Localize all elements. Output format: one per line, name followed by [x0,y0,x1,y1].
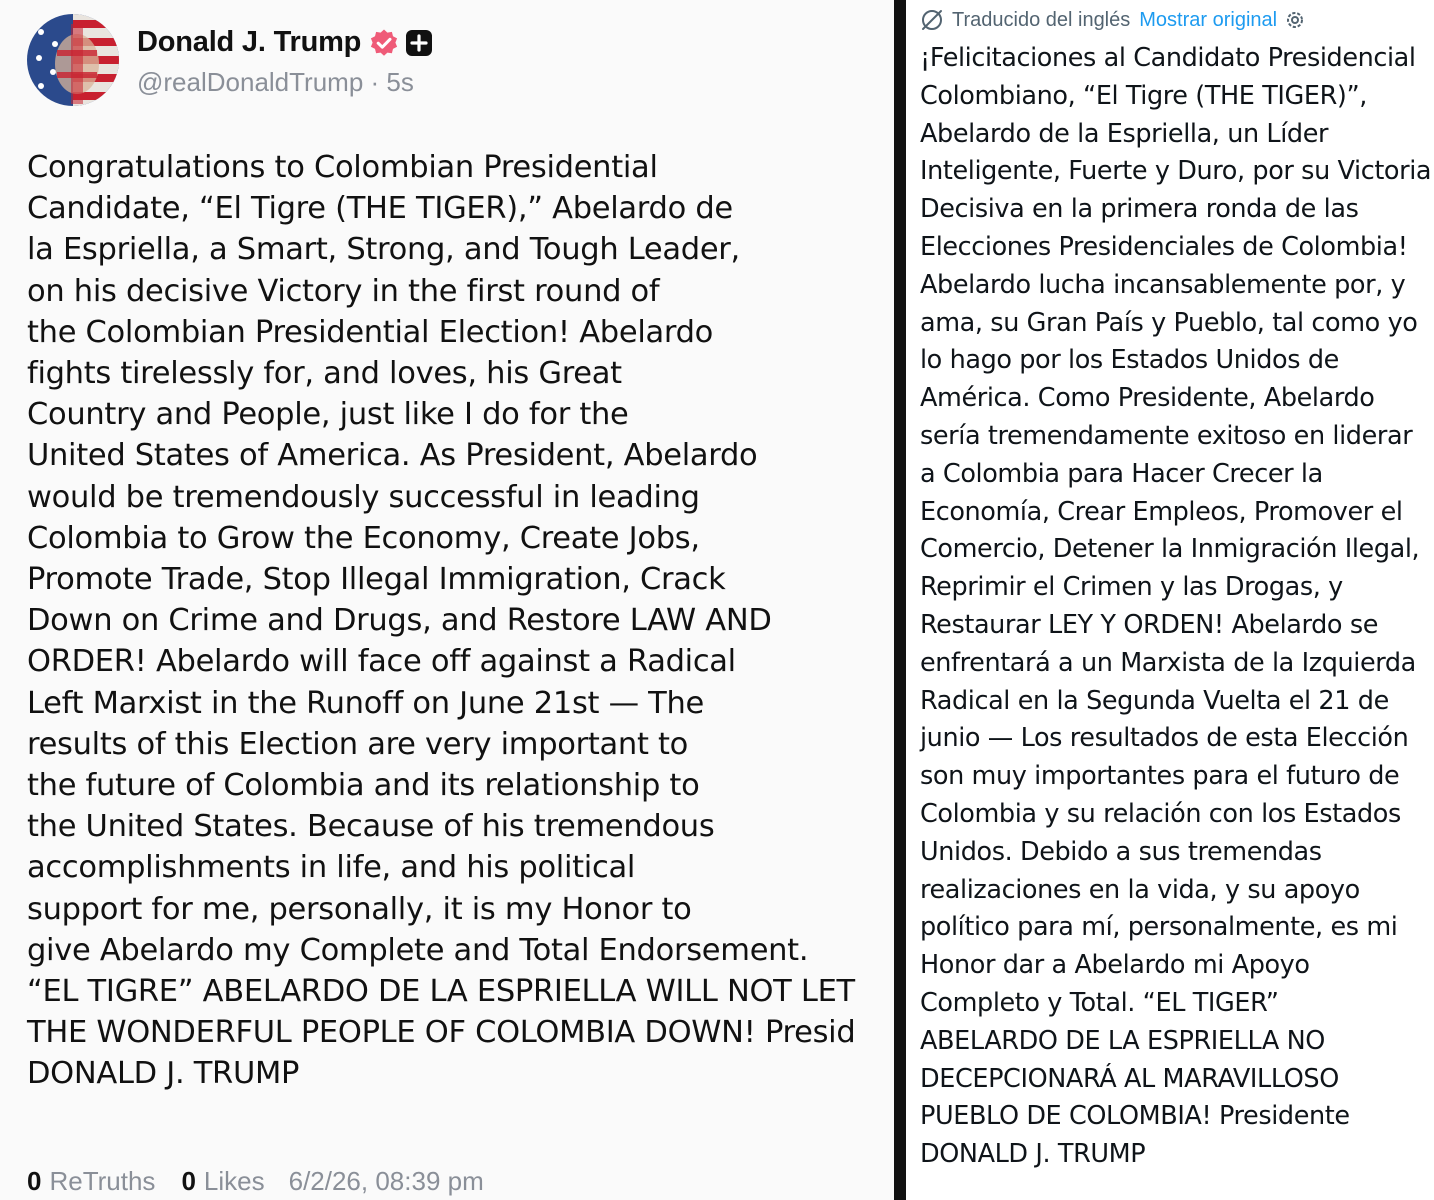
translated-body-line: DONALD J. TRUMP [920,1139,1146,1170]
translation-bar [920,6,1306,34]
translated-body-line: lo hago por los Estados Unidos de [920,345,1339,376]
translated-body-line: ABELARDO DE LA ESPRIELLA NO [920,1025,1325,1056]
post-body-line: “EL TIGRE” ABELARDO DE LA ESPRIELLA WILL NOT LET [27,974,855,1010]
translated-body-line: sería tremendamente exitoso en liderar [920,420,1413,451]
post-body-line: Candidate, “El Tigre (THE TIGER),” Abelardo de [27,191,733,227]
retruths-label: ReTruths [49,1166,156,1196]
post-body-line: Promote Trade, Stop Illegal Immigration, Crack [27,562,726,598]
likes-stat[interactable] [181,1166,264,1197]
avatar[interactable] [27,14,119,106]
post-body-line: Country and People, just like I do for the [27,397,629,433]
translated-body-line: enfrentará a un Marxista de la Izquierda [920,647,1416,678]
name-row [137,23,433,63]
translated-body-line: América. Como Presidente, Abelardo [920,383,1375,414]
post-body-line: Colombia to Grow the Economy, Create Jobs, [27,520,700,556]
translated-body-line: Colombiano, “El Tigre (THE TIGER)”, [920,80,1367,111]
panel-divider [894,0,906,1200]
translated-body-line: Abelardo de la Espriella, un Líder [920,118,1329,149]
post-body-line: the United States. Because of his tremendous [27,809,715,845]
post-body-line: results of this Election are very important to [27,726,689,762]
translated-body-line: Inteligente, Fuerte y Duro, por su Victoria [920,156,1432,187]
gear-icon[interactable] [1284,9,1306,31]
translated-body-line: Restaurar LEY Y ORDEN! Abelardo se [920,609,1378,640]
post-body-line: the future of Colombia and its relationship to [27,768,700,804]
post-body-line: support for me, personally, it is my Honor to [27,891,692,927]
author-block [137,23,433,98]
translated-body-line: ¡Felicitaciones al Candidato Presidencial [920,43,1416,73]
post-body-line: on his decisive Victory in the first round of [27,273,660,309]
translated-body-line: político para mí, personalmente, es mi [920,912,1398,943]
post-header [27,14,433,106]
post-body-line: would be tremendously successful in leading [27,479,700,515]
verified-badge-icon [369,28,399,58]
translate-icon [920,8,944,32]
translated-note: Traducido del inglés [952,8,1131,31]
translated-body-line: Unidos. Debido a sus tremendas [920,836,1322,867]
translated-body-line: realizaciones en la vida, y su apoyo [920,874,1360,905]
post-body-line: DONALD J. TRUMP [27,1056,300,1092]
translated-body-line: DECEPCIONARÁ AL MARAVILLOSO [920,1063,1339,1094]
translated-body-line: Colombia y su relación con los Estados [920,798,1401,829]
post-body-line: la Espriella, a Smart, Strong, and Tough Leader, [27,232,740,268]
post-body-line: the Colombian Presidential Election! Abelardo [27,314,714,350]
post-body-line: Down on Crime and Drugs, and Restore LAW AND [27,603,772,639]
plus-square-icon[interactable] [405,29,433,57]
translated-body-line: Decisiva en la primera ronda de las [920,194,1359,225]
post-body-line: Left Marxist in the Runoff on June 21st — The [27,685,705,721]
translated-body-line: junio — Los resultados de esta Elección [920,723,1409,754]
meta-separator: · [363,66,387,97]
post-time-ago[interactable]: 5s [386,66,414,97]
translated-body-text [920,40,1431,1174]
retruths-stat[interactable] [27,1166,155,1197]
post-body-line: United States of America. As President, Abelardo [27,438,758,474]
translated-body-line: son muy importantes para el futuro de [920,761,1400,792]
translated-body-line: Honor dar a Abelardo mi Apoyo [920,950,1310,981]
post-body-line: Congratulations to Colombian Presidential [27,150,658,185]
translated-body-line: Reprimir el Crimen y las Drogas, y [920,572,1343,603]
post-timestamp[interactable]: 6/2/26, 08:39 pm [288,1166,484,1196]
translated-body-line: Elecciones Presidenciales de Colombia! [920,231,1408,262]
post-body-line: ORDER! Abelardo will face off against a Radical [27,644,736,680]
translated-body-line: ama, su Gran País y Pueblo, tal como yo [920,307,1418,338]
post-stats [27,1166,484,1197]
post-body-text [27,147,894,1095]
show-original-link[interactable]: Mostrar original [1139,8,1278,31]
likes-count: 0 [181,1166,196,1196]
retruths-count: 0 [27,1166,42,1196]
translated-body-line: a Colombia para Hacer Crecer la [920,458,1323,489]
translated-body-line: Radical en la Segunda Vuelta el 21 de [920,685,1389,716]
author-handle[interactable]: @realDonaldTrump [137,66,364,97]
post-body-line: give Abelardo my Complete and Total Endorsement. [27,932,809,968]
translated-body-line: Comercio, Detener la Inmigración Ilegal, [920,534,1420,565]
post-body-line: accomplishments in life, and his political [27,850,636,886]
translated-post [906,0,1434,1200]
translated-body-line: Abelardo lucha incansablemente por, y [920,269,1406,300]
author-display-name[interactable]: Donald J. Trump [137,26,362,58]
post-body-line: fights tirelessly for, and loves, his Great [27,356,622,392]
translated-body-line: Economía, Crear Empleos, Promover el [920,496,1403,527]
post-body-line: THE WONDERFUL PEOPLE OF COLOMBIA DOWN! Presid [27,1015,856,1051]
likes-label: Likes [203,1166,265,1196]
translated-body-line: Completo y Total. “EL TIGER” [920,987,1279,1018]
author-meta [137,67,433,98]
translated-body-line: PUEBLO DE COLOMBIA! Presidente [920,1101,1350,1132]
